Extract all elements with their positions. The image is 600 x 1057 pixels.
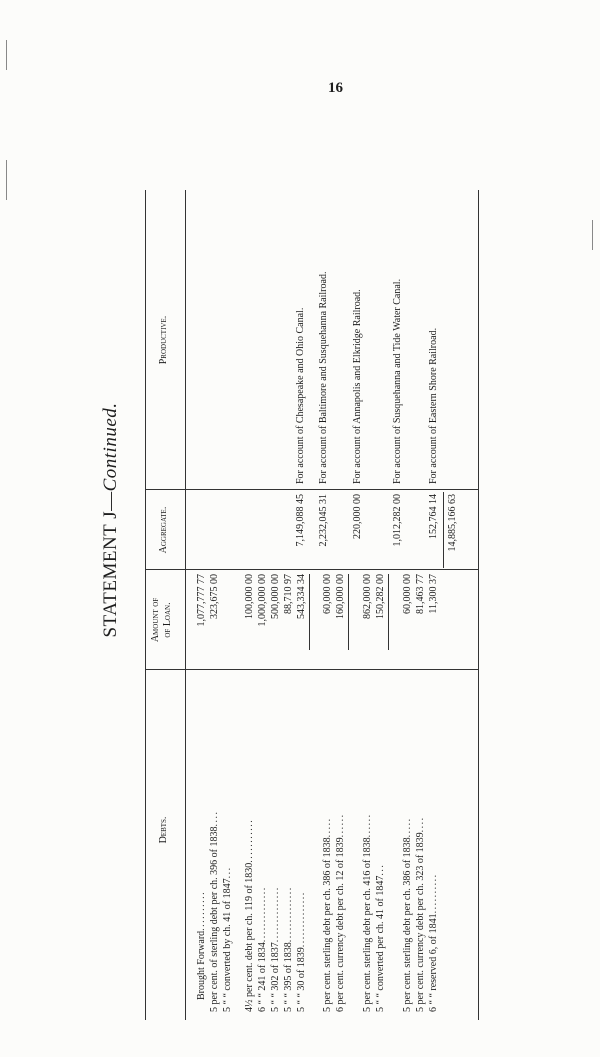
col-divider bbox=[145, 489, 478, 490]
debt-row: 5 per cent. sterling debt per ch. 386 of 1838..... bbox=[402, 817, 413, 1012]
debt-row: 6 “ “ 241 of 1834.............. bbox=[257, 886, 268, 1012]
aggregate-cell: 7,149,088 45 bbox=[295, 494, 306, 547]
productive-cell: For account of Annapolis and Elkridge Railroad. bbox=[352, 289, 363, 484]
aggregate-cell: 2,232,045 31 bbox=[318, 494, 329, 547]
total-cell: 14,885,166 63 bbox=[447, 494, 458, 552]
amount-cell: 160,000 00 bbox=[335, 574, 346, 619]
amount-cell: 81,463 77 bbox=[415, 574, 426, 614]
amount-cell: 543,334 34 bbox=[296, 574, 307, 619]
amount-cell: 500,000 00 bbox=[270, 574, 281, 619]
productive-cell: For account of Baltimore and Susquehanna Railroad. bbox=[318, 271, 329, 484]
debt-row: 5 “ “ 302 of 1837.............. bbox=[270, 886, 281, 1012]
aggregate-cell: 1,012,282 00 bbox=[392, 494, 403, 547]
header-amount: Amount of of Loan. bbox=[150, 597, 173, 643]
table-bottom-rule bbox=[478, 190, 479, 1020]
header-aggregate: Aggregate. bbox=[158, 506, 169, 554]
debt-row: 5 “ “ converted by ch. 41 of 1847... bbox=[222, 866, 233, 1012]
amount-cell: 11,300 37 bbox=[428, 574, 439, 614]
col-divider bbox=[145, 669, 478, 670]
amount-cell: 1,077,777 77 bbox=[196, 574, 207, 627]
subtotal-rule bbox=[309, 574, 310, 650]
table-top-rule bbox=[145, 190, 146, 1020]
amount-cell: 150,282 00 bbox=[375, 574, 386, 619]
debt-row: 5 “ “ 30 of 1839.............. bbox=[296, 891, 307, 1012]
productive-cell: For account of Eastern Shore Railroad. bbox=[428, 327, 439, 484]
rotated-statement-table bbox=[0, 150, 600, 1040]
header-debts: Debts. bbox=[158, 816, 169, 844]
amount-cell: 323,675 00 bbox=[209, 574, 220, 619]
aggregate-cell: 220,000 00 bbox=[352, 494, 363, 539]
debt-row: Brought Forward.......... bbox=[196, 890, 207, 1000]
col-divider bbox=[145, 569, 478, 570]
aggregate-cell: 152,764 14 bbox=[428, 494, 439, 539]
amount-cell: 862,000 00 bbox=[362, 574, 373, 619]
debt-row: 4½ per cent. debt per ch. 119 of 1830........... bbox=[244, 818, 255, 1012]
header-productive: Productive. bbox=[158, 315, 169, 365]
productive-cell: For account of Chesapeake and Ohio Canal. bbox=[295, 307, 306, 484]
statement-title: STATEMENT J—Continued. bbox=[100, 402, 121, 638]
debt-row: 5 per cent. of sterling debt per ch. 396 of 1838.... bbox=[209, 810, 220, 1012]
amount-cell: 1,000,000 00 bbox=[257, 574, 268, 627]
debt-row: 5 “ “ converted per ch. 41 of 1847... bbox=[375, 863, 386, 1012]
subtotal-rule bbox=[348, 574, 349, 650]
debt-row: 5 per cent. currency debt per ch. 323 of 1839.... bbox=[415, 816, 426, 1012]
debt-row: 5 “ “ 395 of 1838.............. bbox=[283, 886, 294, 1012]
amount-cell: 60,000 00 bbox=[402, 574, 413, 614]
total-rule bbox=[443, 492, 444, 568]
amount-cell: 88,710 97 bbox=[283, 574, 294, 614]
amount-cell: 60,000 00 bbox=[322, 574, 333, 614]
debt-row: 5 per cent. sterling debt per ch. 386 of 1838..... bbox=[322, 817, 333, 1012]
page-number: 16 bbox=[328, 80, 343, 96]
debt-row: 6 “ “ reserved 6, of 1841.......... bbox=[428, 873, 439, 1012]
header-rule bbox=[185, 190, 186, 1020]
scan-artifact bbox=[6, 40, 7, 70]
amount-cell: 100,000 00 bbox=[244, 574, 255, 619]
subtotal-rule bbox=[388, 574, 389, 650]
debt-row: 6 per cent. currency debt per ch. 12 of 1839...... bbox=[335, 813, 346, 1012]
productive-cell: For account of Susquehanna and Tide Water Canal. bbox=[392, 278, 403, 484]
debt-row: 5 per cent. sterling debt per ch. 416 of 1838...... bbox=[362, 813, 373, 1012]
